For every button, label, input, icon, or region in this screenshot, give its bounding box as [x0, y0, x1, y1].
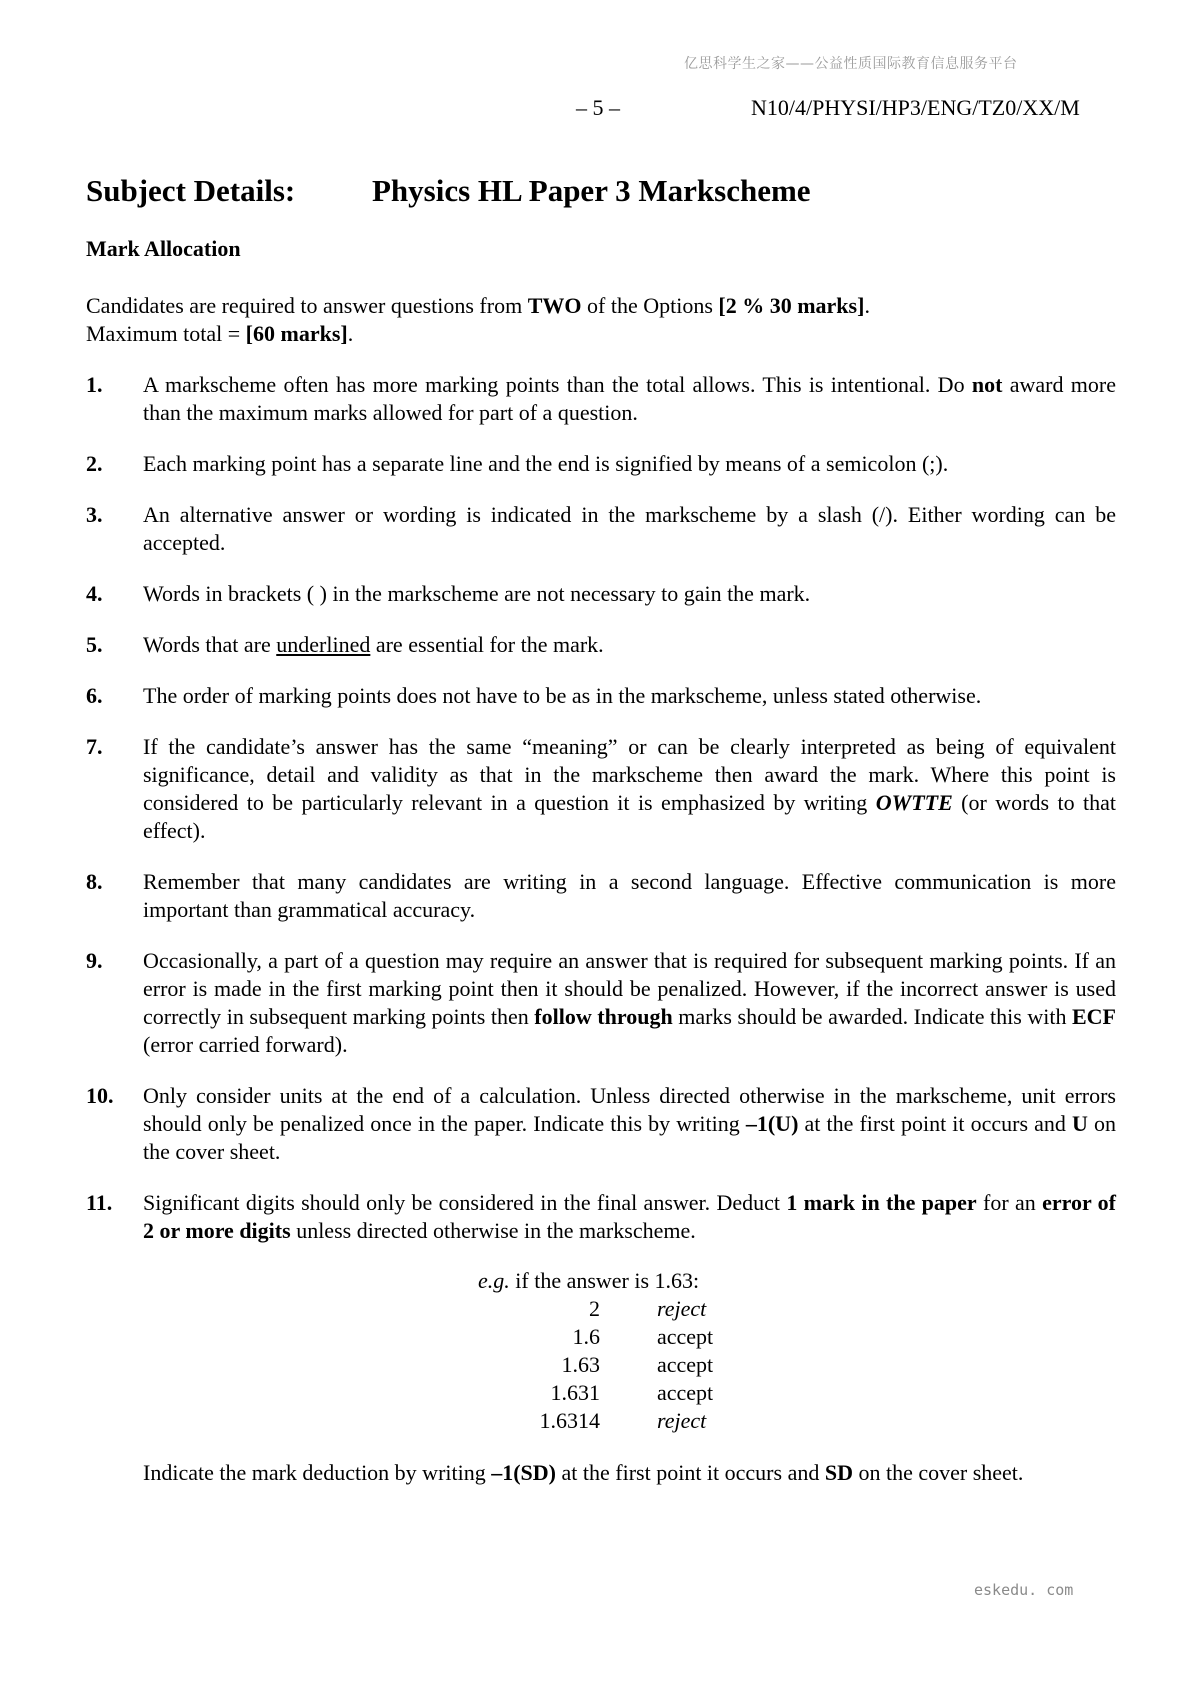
rule-number: 6.: [86, 683, 103, 708]
rule-text: Occasionally, a part of a question may require an answer that is required for subsequent marking points. If an error is made in the first marking point then it should be penalized. However, if the incorrect answer is used correctly in subsequent marking points then follow through marks should be awarded. Indicate this with ECF (error carried forward).: [143, 948, 1116, 1057]
example-result: accept: [657, 1352, 714, 1377]
rule-8: [86, 868, 1116, 924]
rule-text: Each marking point has a separate line and the end is signified by means of a semicolon (;).: [143, 451, 949, 476]
rule-number: 1.: [86, 372, 103, 397]
rule-text: An alternative answer or wording is indicated in the markscheme by a slash (/). Either wording can be accepted.: [143, 502, 1116, 555]
table-row: [478, 1351, 713, 1379]
rule-text: The order of marking points does not have to be as in the markscheme, unless stated otherwise.: [143, 683, 982, 708]
rule-text: A markscheme often has more marking points than the total allows. This is intentional. Do not award more than the maximum marks allowed for part of a question.: [143, 372, 1117, 425]
example-result: accept: [657, 1324, 714, 1349]
rule-text: Only consider units at the end of a calculation. Unless directed otherwise in the markscheme, unit errors should only be penalized once in the paper. Indicate this by writing –1(U) at the first point it occurs and U on the cover sheet.: [143, 1083, 1117, 1164]
rule-number: 7.: [86, 734, 103, 759]
rule-text: Significant digits should only be considered in the final answer. Deduct 1 mark in the paper for an error of 2 or more digits unless directed otherwise in the markscheme.: [143, 1190, 1117, 1243]
rule-5: [86, 631, 1116, 659]
page-number: – 5 –: [576, 95, 620, 120]
table-row: [478, 1323, 713, 1351]
example-result: reject: [657, 1408, 707, 1433]
subject-details-heading: [86, 173, 811, 209]
rule-number: 8.: [86, 869, 103, 894]
rule-10: [86, 1082, 1116, 1166]
rule-7: [86, 733, 1116, 845]
example-value: 1.6: [572, 1324, 600, 1349]
table-row: [478, 1407, 713, 1435]
rule-1: [86, 371, 1116, 427]
rule-number: 9.: [86, 948, 103, 973]
significant-figures-example: [478, 1267, 713, 1435]
example-value: 1.63: [561, 1352, 600, 1377]
rule-number: 4.: [86, 581, 103, 606]
rule-number: 11.: [86, 1190, 113, 1215]
example-result: reject: [657, 1296, 707, 1321]
mark-allocation-intro: [86, 292, 1116, 348]
sd-deduction-instruction: Indicate the mark deduction by writing –1(SD) at the first point it occurs and SD on the cover sheet.: [143, 1460, 1024, 1485]
subject-label: Subject Details:: [86, 173, 296, 208]
table-row: [478, 1295, 713, 1323]
example-value: 2: [589, 1296, 600, 1321]
example-value: 1.631: [550, 1380, 600, 1405]
table-row: [478, 1379, 713, 1407]
watermark-footer: eskedu. com: [974, 1581, 1074, 1599]
intro-line-1: Candidates are required to answer questions from TWO of the Options [2 % 30 marks].: [86, 293, 870, 318]
rule-3: [86, 501, 1116, 557]
subject-title: Physics HL Paper 3 Markscheme: [372, 173, 811, 208]
rule-number: 3.: [86, 502, 103, 527]
rule-11: [86, 1189, 1116, 1245]
rule-text: Words in brackets ( ) in the markscheme are not necessary to gain the mark.: [143, 581, 811, 606]
rule-4: [86, 580, 1116, 608]
mark-allocation-heading: Mark Allocation: [86, 236, 241, 261]
example-intro: e.g. if the answer is 1.63:: [478, 1268, 700, 1293]
document-reference-code: N10/4/PHYSI/HP3/ENG/TZ0/XX/M: [751, 95, 1080, 120]
rule-9: [86, 947, 1116, 1059]
rule-text: If the candidate’s answer has the same “meaning” or can be clearly interpreted as being of equivalent significance, detail and validity as that in the markscheme then award the mark. Where this point is considered to be particularly relevant in a question it is emphasized by writing OWTTE (or words to that effect).: [143, 734, 1117, 843]
watermark-header: 亿思科学生之家——公益性质国际教育信息服务平台: [684, 56, 1018, 72]
rule-number: 5.: [86, 632, 103, 657]
rule-6: [86, 682, 1116, 710]
rule-text: Words that are underlined are essential for the mark.: [143, 632, 604, 657]
rule-number: 10.: [86, 1083, 114, 1108]
rule-2: [86, 450, 1116, 478]
example-value: 1.6314: [539, 1408, 600, 1433]
rule-text: Remember that many candidates are writing in a second language. Effective communication is more important than grammatical accuracy.: [143, 869, 1116, 922]
example-result: accept: [657, 1380, 714, 1405]
marking-rules-list: [86, 371, 1116, 1268]
rule-number: 2.: [86, 451, 103, 476]
intro-line-2: Maximum total = [60 marks].: [86, 321, 354, 346]
